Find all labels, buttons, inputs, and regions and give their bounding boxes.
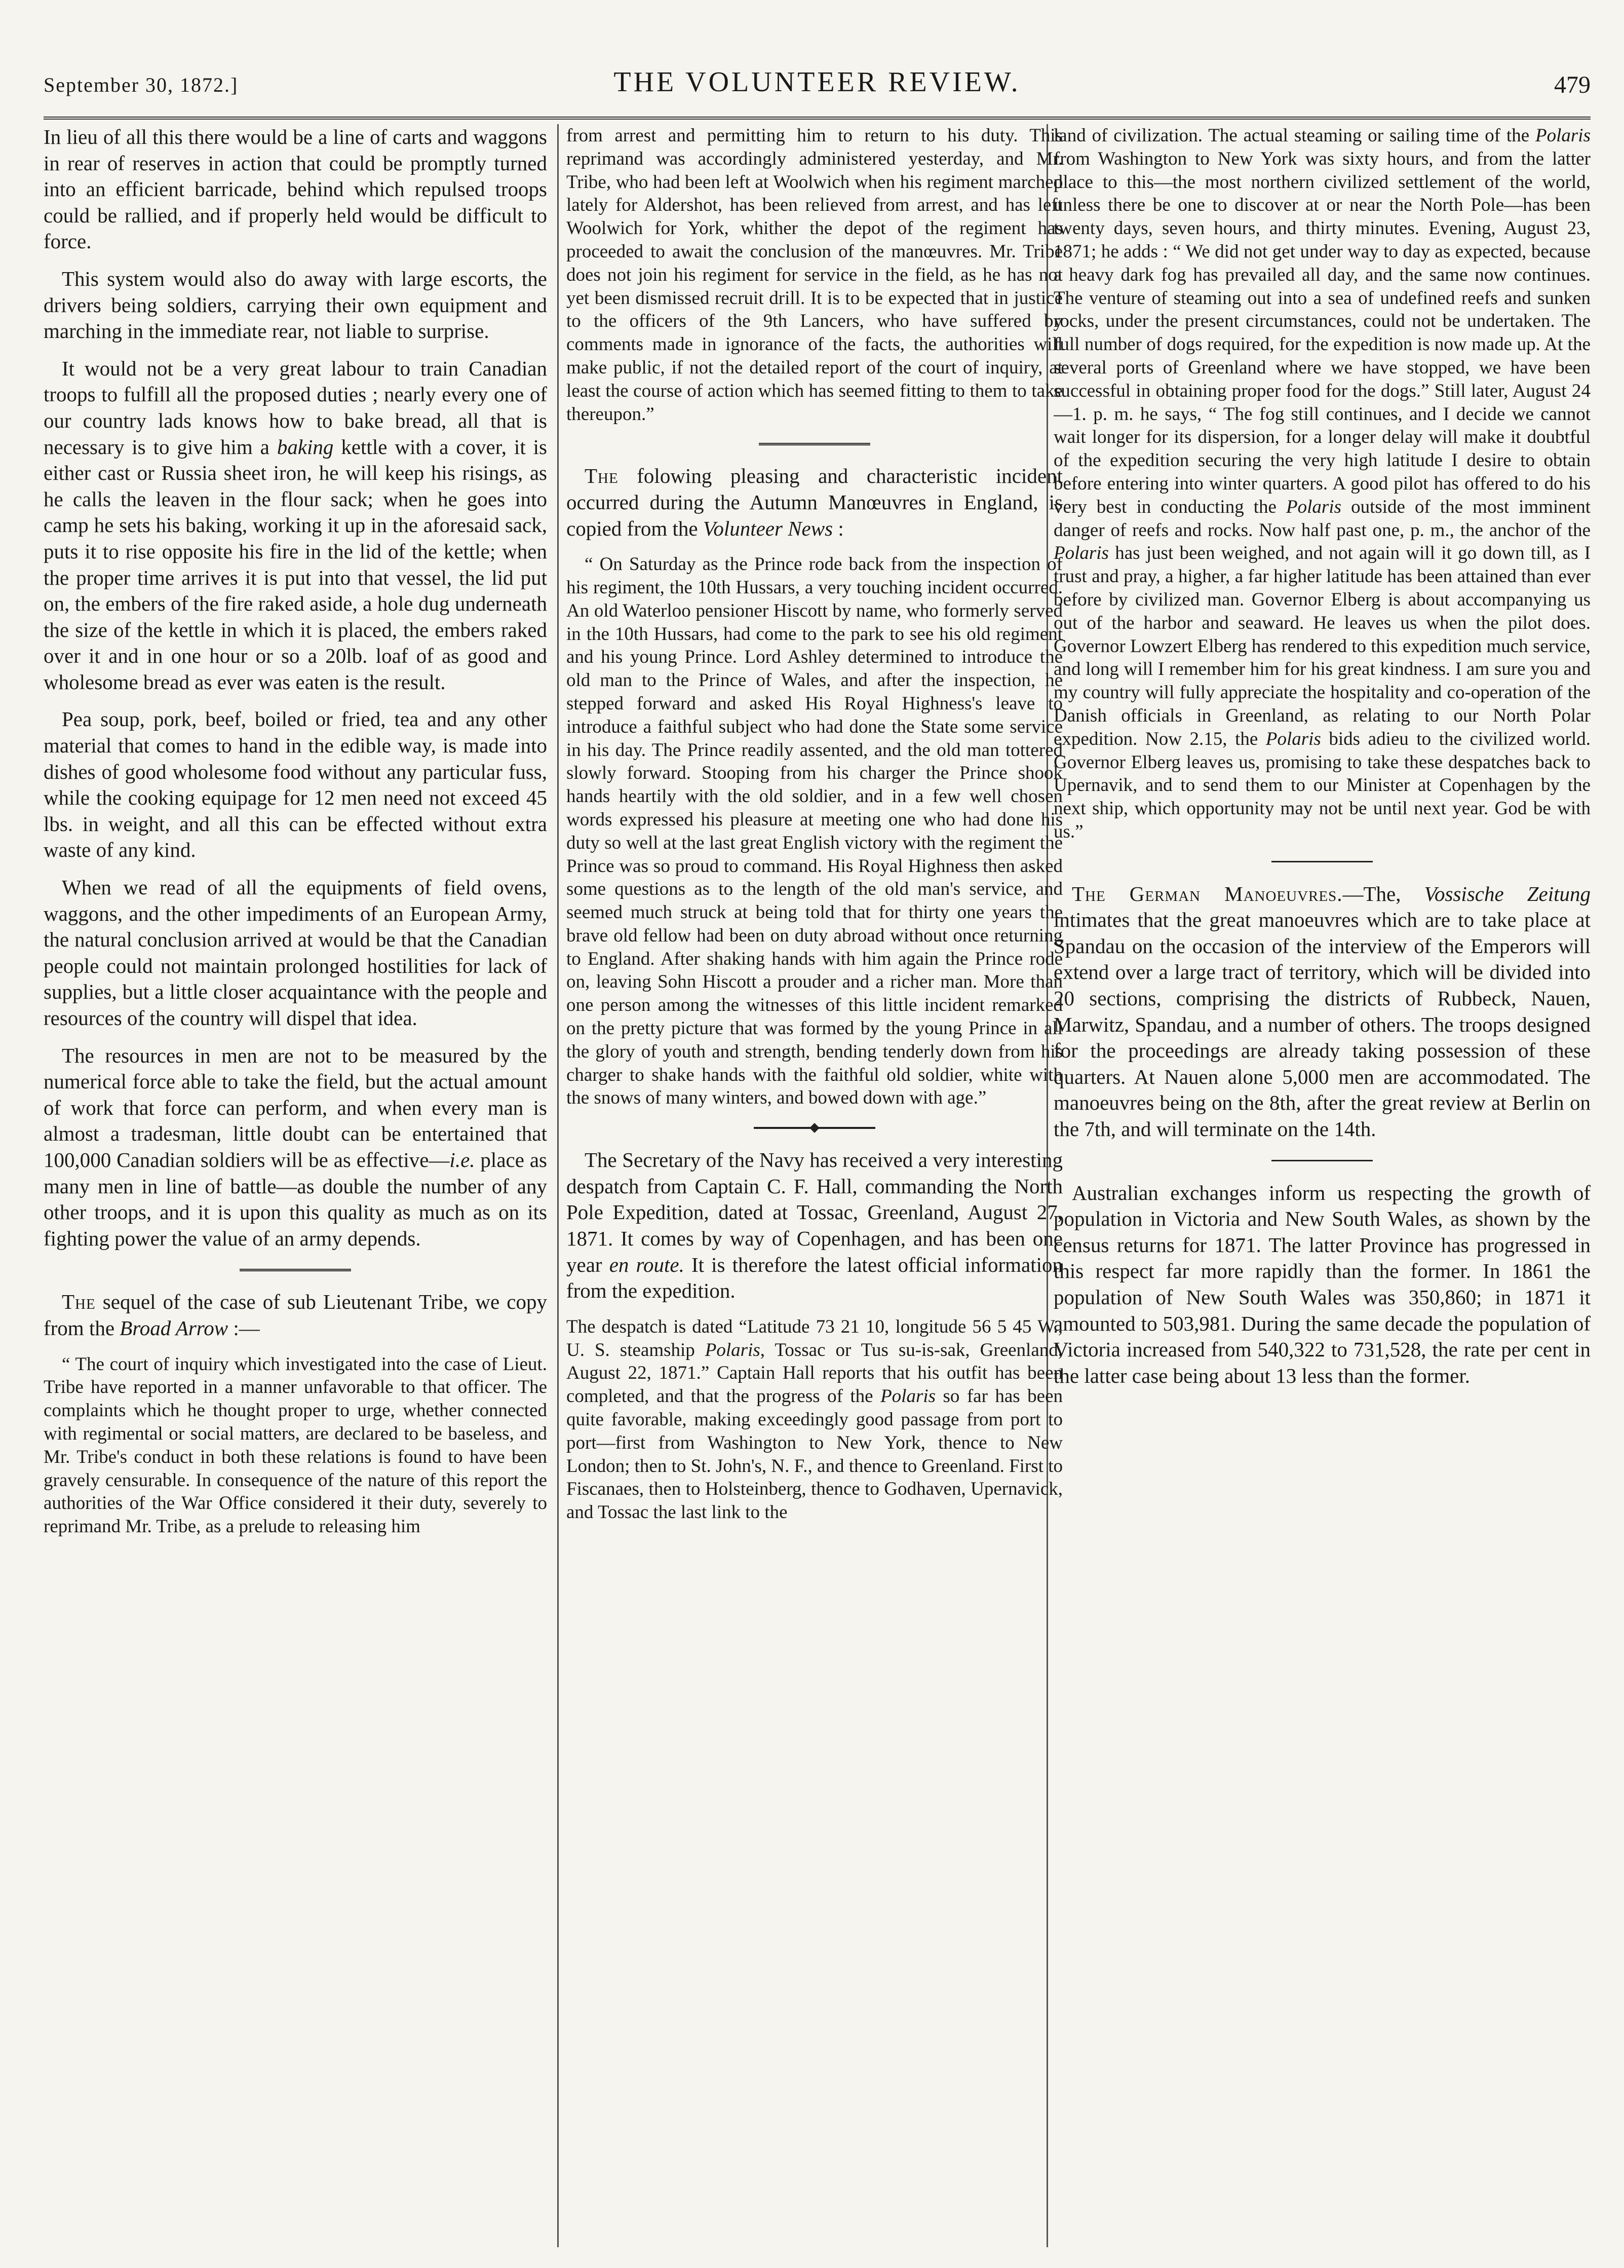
article-paragraph: The Secretary of the Navy has received a very interesting despatch from Captain C. F. Hall, commanding the North Pole Expedition, dated at Tossac, Greenland, August 27, 1871. It comes by way of Copenhagen, and has been one year en route. It is therefore the latest official information from the expedition. (566, 1148, 1063, 1303)
issue-date: September 30, 1872.] (44, 73, 239, 96)
column-3 (1054, 124, 1591, 2252)
article-paragraph: Australian exchanges inform us respecting the growth of population in Victoria and New South Wales, as shown by the census returns for 1871. The latter Province has progressed in this respect far more rapidly than the former. In 1861 the population of New South Wales was 350,860; in 1871 it amounted to 503,981. During the same decade the population of Victoria increased from 540,322 to 731,528, the rate per cent in the latter case being about 13 less than the former. (1054, 1181, 1591, 1387)
section-separator (1054, 1154, 1591, 1171)
header-rule (44, 117, 1591, 120)
article-intro: The folowing pleasing and characteristic incident occurred during the Autumn Manœuvres in England, is copied from the Volunteer News : (566, 464, 1063, 540)
article-paragraph: Pea soup, pork, beef, boiled or fried, tea and any other material that comes to hand in the edible way, is made into dishes of good wholesome food without any particular fuss, while the cooking equipage for 12 men need not exceed 45 lbs. in weight, and all this can be effected without extra waste of any kind. (44, 707, 547, 862)
ornamental-separator (566, 1121, 1063, 1138)
quoted-story: “ On Saturday as the Prince rode back from the inspection of his regiment, the 10th Hussars, a very touching incident occurred. An old Waterloo pensioner Hiscott by name, who formerly served in the 10th Hussars, had come to the park to see his old regiment and his young Prince. Lord Ashley determined to introduce the old man to the Prince of Wales, and after the inspection, he stepped forward and asked His Royal Highness's leave to introduce a faithful subject who had done the State some service in his day. The Prince readily assented, and the old man tottered slowly forward. Stooping from his charger the Prince shook hands heartily with the old soldier, and in a few well chosen words expressed his pleasure at meeting one who had done his duty so well at the last great English victory with the regiment the Prince was so proud to command. His Royal Highness then asked some questions as to the length of the old man's service, and seemed much struck at being told that for thirty one years the brave old fellow had been on duty abroad without once returning to England. After shaking hands with him again the Prince rode on, leaving Sohn Hiscott a prouder and a richer man. More than one person among the witnesses of this little incident remarked on the pretty picture that was formed by the young Prince in all the glory of youth and strength, bending tenderly down from his charger to shake hands with the faithful old soldier, white with the snows of many winters, and bowed down with age.” (566, 554, 1063, 1109)
column-2 (566, 124, 1063, 2252)
page-number: 479 (1554, 71, 1591, 98)
article-paragraph: When we read of all the equipments of field ovens, waggons, and the other impediments of an European Army, the natural conclusion arrived at would be that the Canadian people could not maintain prolonged hostilities for lack of supplies, but a little closer acquaintance with the people and resources of the country will dispel that idea. (44, 876, 547, 1030)
article-intro: The sequel of the case of sub Lieutenant Tribe, we copy from the Broad Arrow :— (44, 1290, 547, 1340)
article-paragraph: The despatch is dated “Latitude 73 21 10, longitude 56 5 45 W., U. S. steamship Polaris, Tossac or Tus su-is-sak, Greenland, August 22, 1871.” Captain Hall reports that his outfit has been completed, and that the progress of the Polaris so far has been quite favorable, making exceedingly good passage from port to port—first from Washington to New York, thence to New London; then to St. John's, N. F., and thence to Greenland. First to Fiscanaes, then to Holsteinberg, thence to Godhaven, Upernavick, and Tossac the last link to the (566, 1316, 1063, 1523)
quoted-report: from arrest and permitting him to return to his duty. This reprimand was accordingly administered yesterday, and Mr. Tribe, who had been left at Woolwich when his regiment marched lately for Aldershot, has been relieved from arrest, and has left Woolwich for York, whither the depot of the regiment has proceeded to await the conclusion of the manœuvres. Mr. Tribe does not join his regiment for service in the field, as he has not yet been dismissed recruit drill. It is to be expected that in justice to the officers of the 9th Lancers, who have suffered by comments made in ignorance of the facts, the authorities will make public, if not the detailed report of the court of inquiry, at least the course of action which has seemed fitting to them to take thereupon.” (566, 125, 1063, 425)
page-header (44, 66, 1591, 111)
article-paragraph: It would not be a very great labour to train Canadian troops to fulfill all the proposed duties ; nearly every one of our country lads knows how to bake bread, all that is necessary is to give him a baking kettle with a cover, it is either cast or Russia sheet iron, he will keep his risings, as he calls the leaven in the flour sack; when he goes into camp he sets his baking, working it up in the aforesaid sack, puts it to rise opposite his fire in the lid of the kettle; when the proper time arrives it is put into that vessel, the lid put on, the embers of the fire raked aside, a hole dug underneath the size of the kettle in which it is placed, the embers raked over it and in one hour or so a 20lb. loaf of as good and wholesome bread as ever was eaten is the result. (44, 356, 547, 694)
section-separator (1054, 855, 1591, 872)
publication-title: THE VOLUNTEER REVIEW. (613, 66, 1021, 98)
article-paragraph: land of civilization. The actual steaming or sailing time of the Polaris from Washington to New York was sixty hours, and from the latter place to this—the most northern civilized settlement of the world, unless there be one to discover at or near the North Pole—has been twenty days, seven hours, and thirty minutes. Evening, August 23, 1871; he adds : “ We did not get under way to day as expected, because a heavy dark fog has prevailed all day, and the same now continues. The venture of steaming out into a sea of undefined reefs and sunken rocks, under the present circumstances, could not be undertaken. The full number of dogs required, for the expedition is now made up. At the several ports of Greenland where we have stopped, we have been successful in obtaining proper food for the dogs.” Still later, August 24—1. p. m. he says, “ The fog still continues, and I decide we cannot wait longer for its dispersion, for a longer delay will make it doubtful of the expedition securing the very high latitude I desire to obtain before entering into winter quarters. A good pilot has offered to do his very best in conducting the Polaris outside of the most imminent danger of reefs and rocks. Now half past one, p. m., the anchor of the Polaris has just been weighed, and not again will it go down till, as I trust and pray, a higher, a far higher latitude has been attained than ever before by civilized man. Governor Elberg is about accompanying us out of the harbor and seaward. He leaves us when the pilot does. Governor Lowzert Elberg has rendered to this expedition much service, and long will I remember him for his great kindness. I am sure you and my country will fully appreciate the hospitality and co-operation of the Danish officials in Greenland, as relating to our North Polar expedition. Now 2.15, the Polaris bids adieu to the civilized world. Governor Elberg leaves us, promising to take these despatches back to Upernavik, and to send them to our Minister at Copenhagen by the next ship, which opportunity may not be until next year. God be with us.” (1054, 125, 1591, 842)
article-paragraph: In lieu of all this there would be a line of carts and waggons in rear of reserves in action that could be promptly turned into an efficient barricade, behind which repulsed troops could be rallied, and if properly held would be difficult to force. (44, 125, 547, 253)
column-1 (44, 124, 547, 2252)
quoted-report: “ The court of inquiry which investigated into the case of Lieut. Tribe have reported in a manner unfavorable to that officer. The complaints which he thought proper to urge, whether connected with regimental or social matters, are declared to be baseless, and Mr. Tribe's conduct in both these relations is found to have been gravely censurable. In consequence of the nature of this report the authorities of the War Office considered it their duty, severely to reprimand Mr. Tribe, as a prelude to releasing him (44, 1353, 547, 1537)
section-separator (44, 1263, 547, 1280)
section-separator (566, 437, 1063, 454)
column-divider (557, 124, 559, 2247)
article-paragraph: This system would also do away with large escorts, the drivers being soldiers, carrying their own equipment and marching in the immediate rear, not liable to surprise. (44, 267, 547, 343)
article-paragraph: The resources in men are not to be measured by the numerical force able to take the field, but the actual amount of work that force can perform, and when every man is almost a tradesman, little doubt can be entertained that 100,000 Canadian soldiers will be as effective—i.e. place as many men in line of battle—as double the number of any other troops, and it is upon this quality as much as on its fighting power the value of an army depends. (44, 1043, 547, 1250)
article-paragraph: The German Manoeuvres.—The, Vossische Zeitung intimates that the great manoeuvres which are to take place at Spandau on the occasion of the interview of the Emperors will extend over a large tract of territory, which will be divided into 20 sections, comprising the districts of Rubbeck, Nauen, Marwitz, Spandau, and a number of others. The troops designed for the proceedings are already taking possession of these quarters. At Nauen alone 5,000 men are accommodated. The manoeuvres being on the 8th, after the great review at Berlin on the 7th, and will terminate on the 14th. (1054, 882, 1591, 1141)
